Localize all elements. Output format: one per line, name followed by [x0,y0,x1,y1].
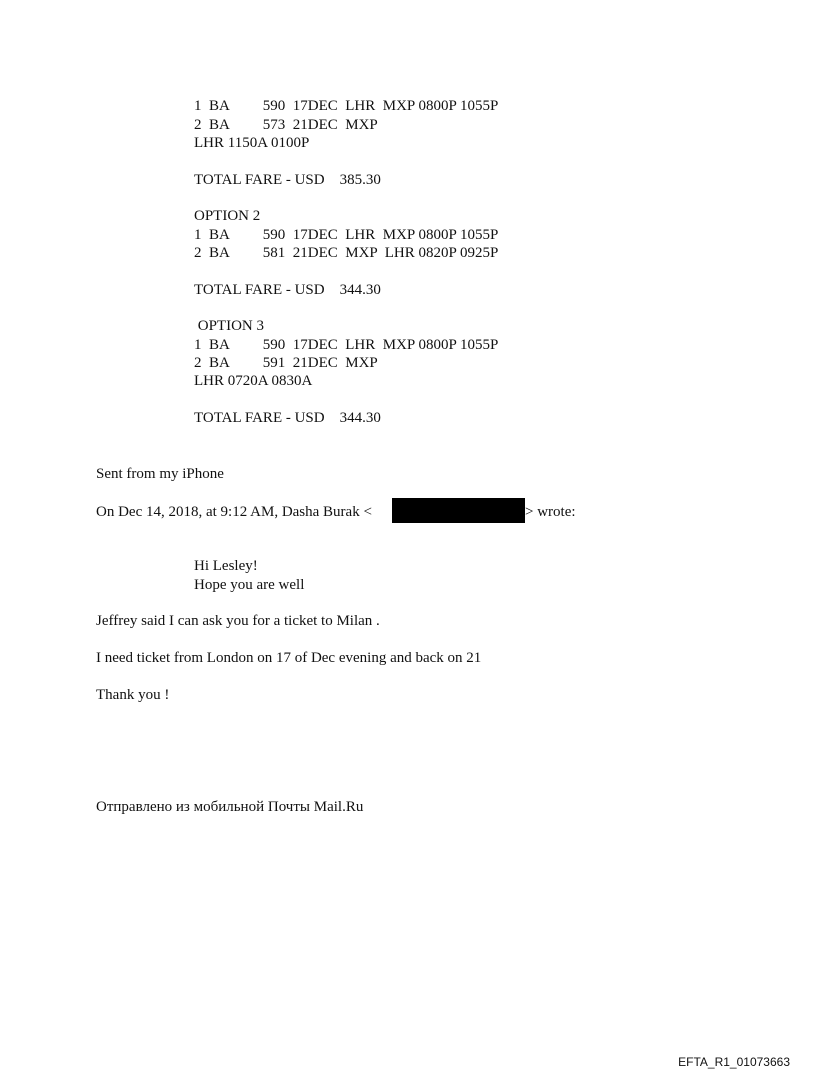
option1-segment-2: 2 BA 573 21DEC MXP [194,117,378,133]
quote-header-suffix: > wrote: [525,504,576,520]
option1-segment-1: 1 BA 590 17DEC LHR MXP 0800P 1055P [194,98,499,114]
quoted-greeting-2: Hope you are well [194,577,305,593]
bates-number: EFTA_R1_01073663 [678,1055,790,1069]
email-signature: Sent from my iPhone [96,466,224,482]
option3-total-fare: TOTAL FARE - USD 344.30 [194,410,381,426]
option2-segment-2: 2 BA 581 21DEC MXP LHR 0820P 0925P [194,245,499,261]
option1-total-fare: TOTAL FARE - USD 385.30 [194,172,381,188]
option2-segment-1: 1 BA 590 17DEC LHR MXP 0800P 1055P [194,227,499,243]
option3-title: OPTION 3 [194,318,264,334]
option3-segment-2-continued: LHR 0720A 0830A [194,373,313,389]
option2-title: OPTION 2 [194,208,261,224]
quoted-line-1: Jeffrey said I can ask you for a ticket to Milan . [96,613,380,629]
quoted-line-3: Thank you ! [96,687,170,703]
quoted-line-2: I need ticket from London on 17 of Dec evening and back on 21 [96,650,482,666]
option3-segment-2: 2 BA 591 21DEC MXP [194,355,378,371]
redaction-bar [392,498,525,523]
mail-ru-footer: Отправлено из мобильной Почты Mail.Ru [96,799,364,815]
quoted-greeting: Hi Lesley! [194,558,258,574]
quote-header-prefix: On Dec 14, 2018, at 9:12 AM, Dasha Burak < [96,504,372,520]
option1-segment-2-continued: LHR 1150A 0100P [194,135,310,151]
option2-total-fare: TOTAL FARE - USD 344.30 [194,282,381,298]
option3-segment-1: 1 BA 590 17DEC LHR MXP 0800P 1055P [194,337,499,353]
